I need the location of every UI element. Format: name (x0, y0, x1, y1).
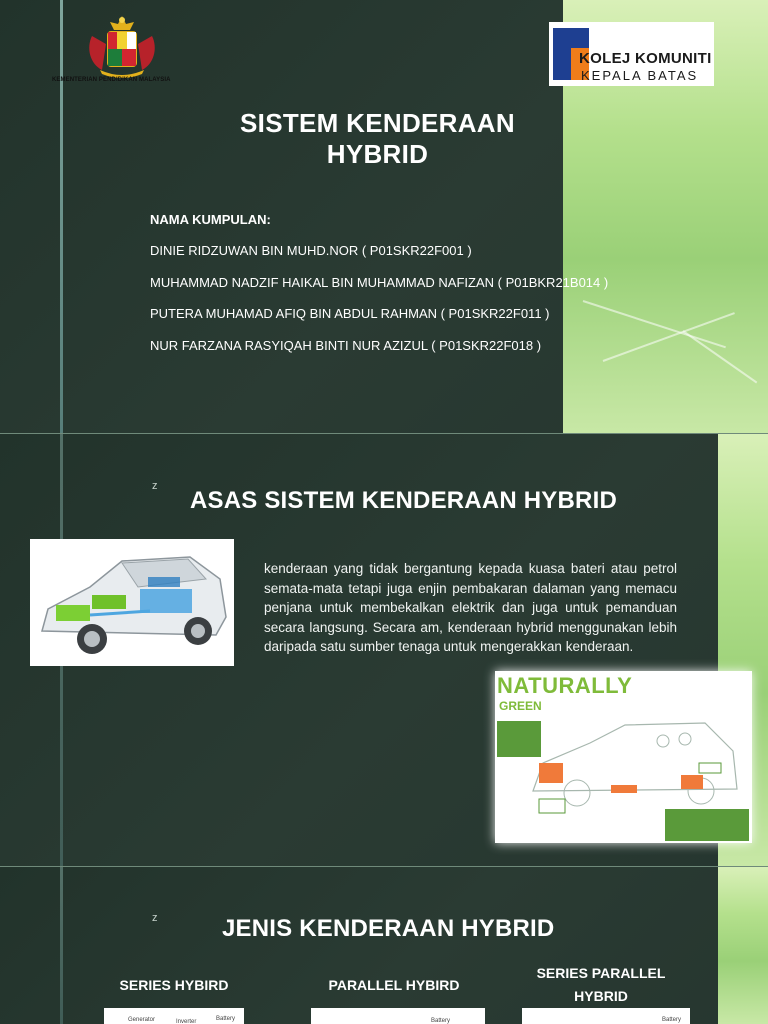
naturally-green-diagram (495, 671, 752, 843)
series-parallel-diagram-image: Battery (522, 1008, 690, 1024)
types-slide (0, 867, 768, 1024)
series-diagram-image: Generator Inverter Battery (104, 1008, 244, 1024)
type-parallel-label: PARALLEL HYBIRD (328, 977, 460, 993)
type-series-label: SERIES HYBIRD (119, 977, 229, 993)
logo-line2: KEPALA BATAS (581, 68, 699, 83)
body-paragraph: kenderaan yang tidak bergantung kepada kuasa bateri atau petrol semata-mata tetapi juga enjin pembakaran dalaman yang memacu penjana untuk membekalkan elektrik dan juga untuk pemanduan secara langsung. Secara am, kenderaan hybrid menggunakan lebih daripada satu sumber tenaga untuk mengerakkan kenderaan. (264, 561, 677, 655)
slide-title: JENIS KENDERAAN HYBRID (222, 915, 555, 942)
slide-title (200, 108, 555, 170)
parallel-diagram-image: Battery (311, 1008, 485, 1024)
green-decor-panel (718, 867, 768, 1024)
basics-slide (0, 434, 768, 866)
accent-line (60, 867, 63, 1024)
accent-line (60, 0, 63, 433)
kolej-komuniti-logo (549, 22, 714, 86)
title-line2: HYBRID (326, 139, 429, 169)
list-item: DINIE RIDZUWAN BIN MUHD.NOR ( P01SKR22F001 ) (150, 243, 472, 258)
slide-title: ASAS SISTEM KENDERAAN HYBRID (190, 487, 617, 514)
title-line1: SISTEM KENDERAAN (240, 108, 515, 138)
title-slide (0, 0, 768, 433)
type-series-parallel-label: SERIES PARALLEL HYBRID (536, 965, 666, 1004)
diagram-subheading: GREEN (499, 699, 542, 713)
ministry-label: KEMENTERIAN PENDIDIKAN MALAYSIA (52, 77, 171, 83)
diagram-heading: NATURALLY (497, 673, 633, 698)
member-list (150, 243, 608, 369)
list-item: MUHAMMAD NADZIF HAIKAL BIN MUHAMMAD NAFIZAN ( P01BKR21B014 ) (150, 274, 609, 290)
malaysia-crest-icon (84, 14, 160, 80)
group-heading: NAMA KUMPULAN: (150, 212, 271, 227)
hybrid-car-image (30, 539, 234, 666)
list-item: NUR FARZANA RASYIQAH BINTI NUR AZIZUL ( P01SKR22F018 ) (150, 337, 542, 353)
info-box (665, 809, 749, 841)
logo-line1: KOLEJ KOMUNITI (579, 50, 712, 67)
list-item: PUTERA MUHAMAD AFIQ BIN ABDUL RAHMAN ( P01SKR22F011 ) (150, 306, 550, 321)
info-box (497, 721, 541, 757)
slide-marker: z (152, 912, 158, 924)
slide-marker: z (152, 480, 158, 492)
